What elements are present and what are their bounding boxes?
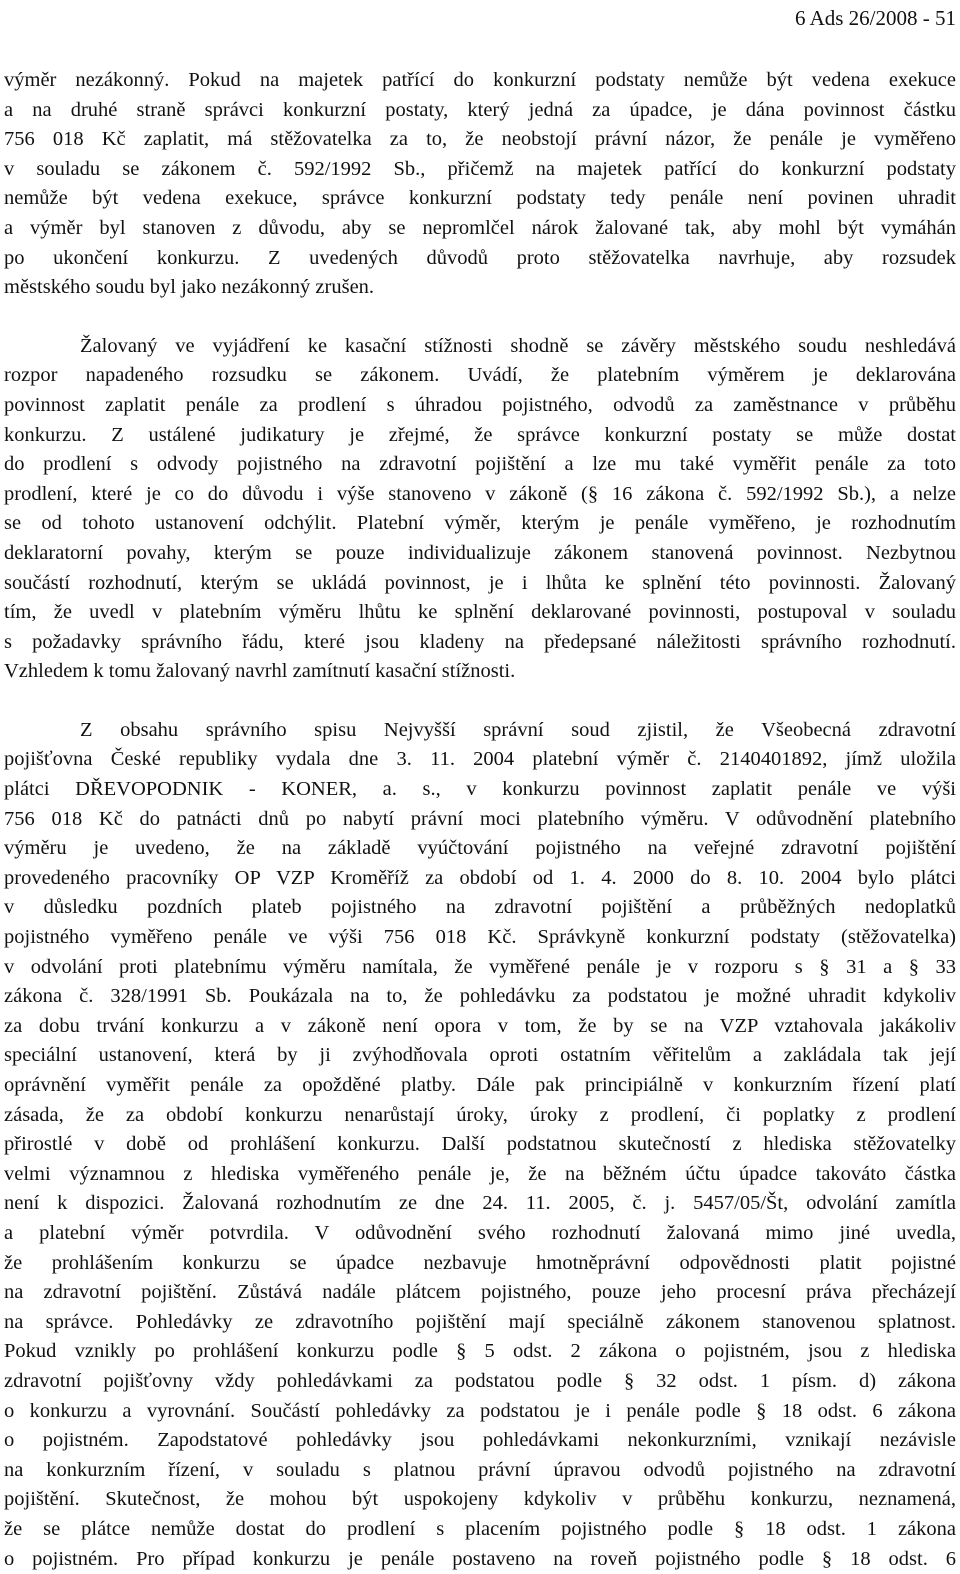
paragraph-spacer — [4, 687, 956, 716]
text-line: a platební výměr potvrdila. V odůvodnění svého rozhodnutí žalovaná mimo jiné uvedla, — [4, 1219, 956, 1249]
text-line: Pokud vznikly po prohlášení konkurzu podle § 5 odst. 2 zákona o pojistném, jsou z hlediska — [4, 1337, 956, 1367]
text-line: plátci DŘEVOPODNIK - KONER, a. s., v konkurzu povinnost zaplatit penále ve výši — [4, 775, 956, 805]
text-line: pojišťovna České republiky vydala dne 3. 11. 2004 platební výměr č. 2140401892, jímž uložila — [4, 745, 956, 775]
text-line: a na druhé straně správci konkurzní postaty, který jedná za úpadce, je dána povinnost částku — [4, 96, 956, 126]
text-line: výměr nezákonný. Pokud na majetek patřící do konkurzní podstaty nemůže být vedena exekuce — [4, 66, 956, 96]
text-line: pojistného vyměřeno penále ve výši 756 018 Kč. Správkyně konkurzní podstaty (stěžovatelka) — [4, 923, 956, 953]
text-line: na konkurzním řízení, v souladu s platnou právní úpravou odvodů pojistného na zdravotní — [4, 1456, 956, 1486]
text-line: v odvolání proti platebnímu výměru namítala, že vyměřené penále je v rozporu s § 31 a § 33 — [4, 953, 956, 983]
text-line: výměru je uvedeno, že na základě vyúčtování pojistného na veřejné zdravotní pojištění — [4, 834, 956, 864]
text-line: o konkurzu a vyrovnání. Součástí pohledávky za podstatou je i penále podle § 18 odst. 6 zákona — [4, 1397, 956, 1427]
paragraph-appeal-arguments — [4, 66, 956, 303]
text-line: na zdravotní pojištění. Zůstává nadále plátcem pojistného, pouze jeho procesní práva přecházejí — [4, 1278, 956, 1308]
text-line: nemůže být vedena exekuce, správce konkurzní podstaty tedy penále není povinen uhradit — [4, 184, 956, 214]
text-line: s požadavky správního řádu, které jsou kladeny na předepsané náležitosti správního rozhodnutí. — [4, 628, 956, 658]
text-line: rozpor napadeného rozsudku se zákonem. Uvádí, že platebním výměrem je deklarována — [4, 361, 956, 391]
text-line: Vzhledem k tomu žalovaný navrhl zamítnutí kasační stížnosti. — [4, 657, 956, 687]
text-line: městského soudu byl jako nezákonný zrušen. — [4, 273, 956, 303]
text-line: přirostlé v době od prohlášení konkurzu. Další podstatnou skutečností z hlediska stěžovatelky — [4, 1130, 956, 1160]
text-line: součástí rozhodnutí, kterým se ukládá povinnost, je i lhůta ke splnění této povinnosti. Žalovaný — [4, 569, 956, 599]
paragraph-spacer — [4, 303, 956, 332]
text-line: tím, že uvedl v platebním výměru lhůtu ke splnění deklarované povinnosti, postupoval v souladu — [4, 598, 956, 628]
text-line: provedeného pracovníky OP VZP Kroměříž za období od 1. 4. 2000 do 8. 10. 2004 bylo plátci — [4, 864, 956, 894]
text-line: 756 018 Kč do patnácti dnů po nabytí právní moci platebního výměru. V odůvodnění platebního — [4, 805, 956, 835]
text-line: a výměr byl stanoven z důvodu, aby se nepromlčel nárok žalované tak, aby mohl být vymáhán — [4, 214, 956, 244]
text-line: zásada, že za období konkurzu nenarůstají úroky, úroky z prodlení, či poplatky z prodlení — [4, 1101, 956, 1131]
case-reference: 6 Ads 26/2008 - 51 — [795, 4, 956, 32]
paragraph-file-contents — [4, 716, 956, 1574]
text-line: deklaratorní povahy, kterým se pouze individualizuje zákonem stanovená povinnost. Nezbytnou — [4, 539, 956, 569]
text-line: velmi významnou z hlediska vyměřeného penále je, že na běžném účtu úpadce takováto částka — [4, 1160, 956, 1190]
text-line: zdravotní pojišťovny vždy pohledávkami za podstatou podle § 32 odst. 1 písm. d) zákona — [4, 1367, 956, 1397]
text-line: není k dispozici. Žalovaná rozhodnutím ze dne 24. 11. 2005, č. j. 5457/05/Št, odvolání zamítla — [4, 1189, 956, 1219]
text-line: do prodlení s odvody pojistného na zdravotní pojištění a lze mu také vyměřit penále za toto — [4, 450, 956, 480]
text-line: o pojistném. Pro případ konkurzu je penále postaveno na roveň pojistného podle § 18 odst. 6 — [4, 1545, 956, 1574]
text-line: Žalovaný ve vyjádření ke kasační stížnosti shodně se závěry městského soudu neshledává — [4, 332, 956, 362]
text-line: konkurzu. Z ustálené judikatury je zřejmé, že správce konkurzní postaty se může dostat — [4, 421, 956, 451]
document-body — [4, 66, 956, 1574]
text-line: že se plátce nemůže dostat do prodlení s placením pojistného podle § 18 odst. 1 zákona — [4, 1515, 956, 1545]
text-line: oprávnění vyměřit penále za opožděné platby. Dále pak principiálně v konkurzním řízení platí — [4, 1071, 956, 1101]
text-line: v důsledku pozdních plateb pojistného na zdravotní pojištění a průběžných nedoplatků — [4, 893, 956, 923]
text-line: že prohlášením konkurzu se úpadce nezbavuje hmotněprávní odpovědnosti platit pojistné — [4, 1249, 956, 1279]
text-line: pojištění. Skutečnost, že mohou být uspokojeny kdykoliv v průběhu konkurzu, neznamená, — [4, 1485, 956, 1515]
text-line: v souladu se zákonem č. 592/1992 Sb., přičemž na majetek patřící do konkurzní podstaty — [4, 155, 956, 185]
text-line: speciální ustanovení, která by ji zvýhodňovala oproti ostatním věřitelům a zakládala tak její — [4, 1041, 956, 1071]
text-line: prodlení, které je co do důvodu i výše stanoveno v zákoně (§ 16 zákona č. 592/1992 Sb.), a nelze — [4, 480, 956, 510]
text-line: Z obsahu správního spisu Nejvyšší správní soud zjistil, že Všeobecná zdravotní — [4, 716, 956, 746]
text-line: za dobu trvání konkurzu a v zákoně není opora v tom, že by se na VZP vztahovala jakákoliv — [4, 1012, 956, 1042]
text-line: povinnost zaplatit penále za prodlení s úhradou pojistného, odvodů za zaměstnance v průběhu — [4, 391, 956, 421]
text-line: zákona č. 328/1991 Sb. Poukázala na to, že pohledávku za podstatou je možné uhradit kdykoliv — [4, 982, 956, 1012]
text-line: na správce. Pohledávky ze zdravotního pojištění mají speciálně zákonem stanovenou splatnost. — [4, 1308, 956, 1338]
paragraph-respondent-statement — [4, 332, 956, 687]
text-line: se od tohoto ustanovení odchýlit. Platební výměr, kterým je penále vyměřeno, je rozhodnutím — [4, 509, 956, 539]
text-line: po ukončení konkurzu. Z uvedených důvodů proto stěžovatelka navrhuje, aby rozsudek — [4, 244, 956, 274]
text-line: o pojistném. Zapodstatové pohledávky jsou pohledávkami nekonkurzními, vznikají nezávisle — [4, 1426, 956, 1456]
text-line: 756 018 Kč zaplatit, má stěžovatelka za to, že neobstojí právní názor, že penále je vyměřeno — [4, 125, 956, 155]
